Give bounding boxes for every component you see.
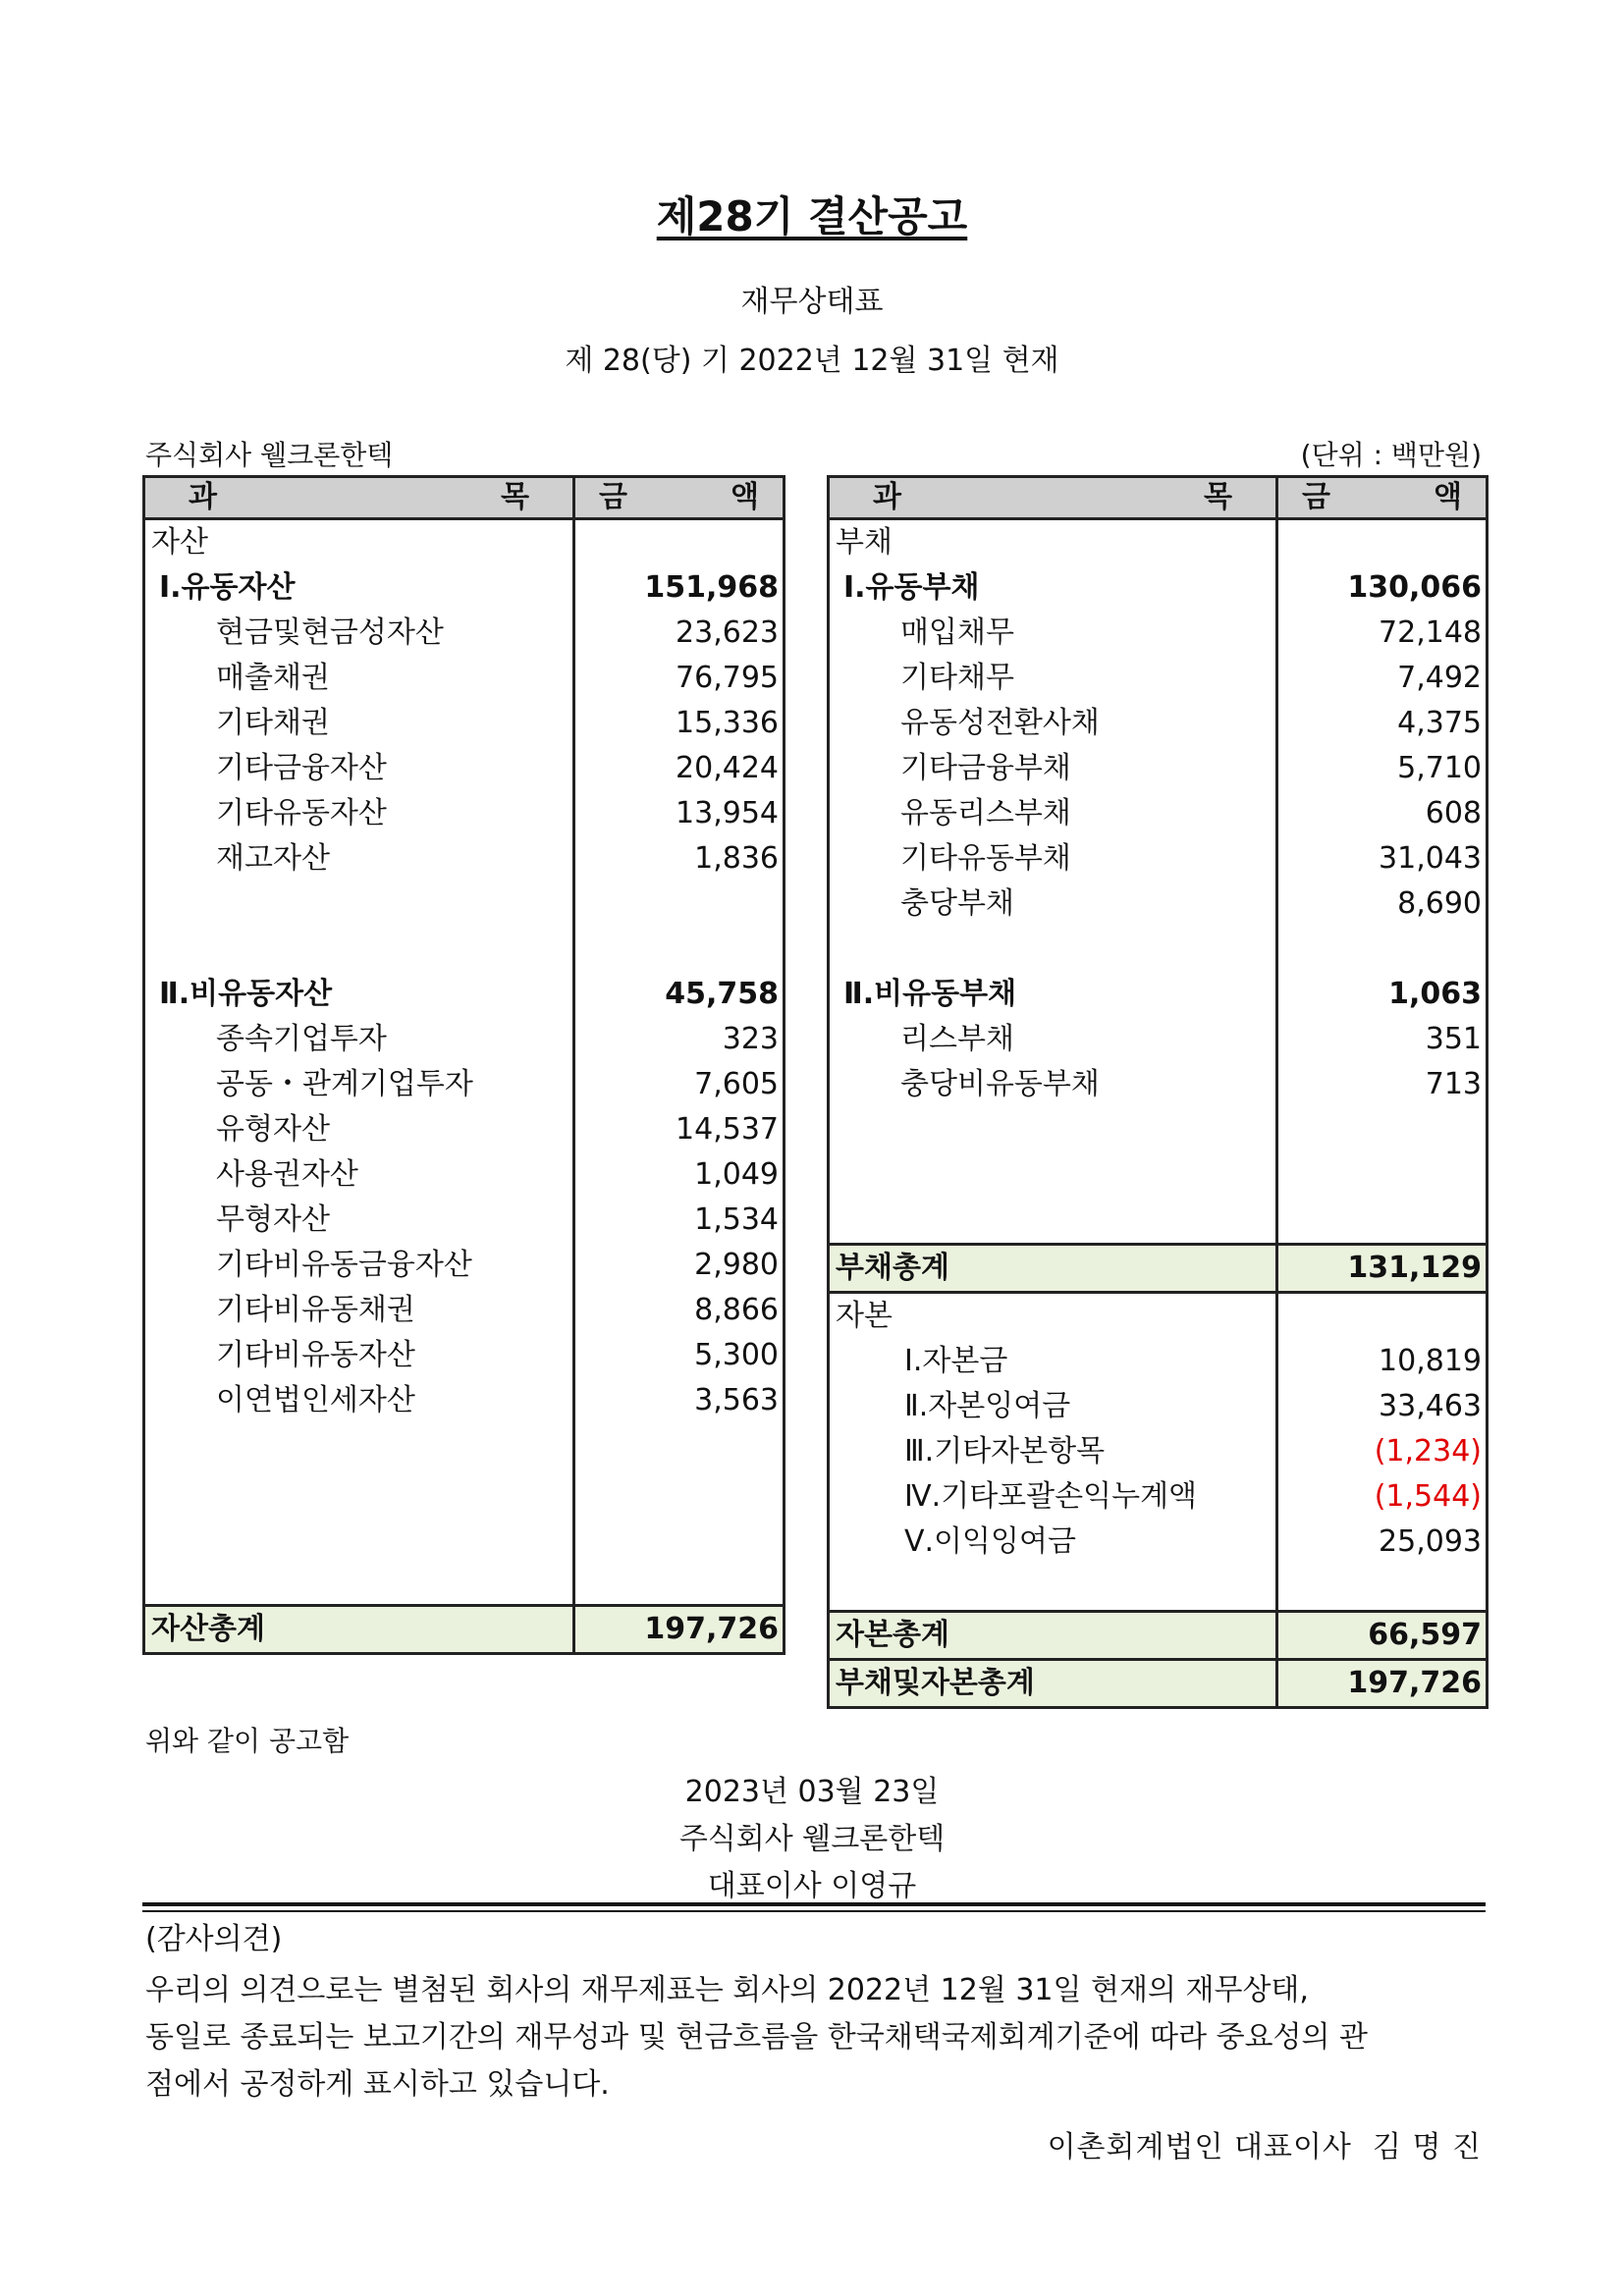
noncurrent-liabilities-label: Ⅱ.비유동부채: [829, 972, 1277, 1017]
grand-total-value: 197,726: [1277, 1660, 1488, 1708]
section-label-liabilities: 부채: [829, 519, 1277, 566]
list-item-value: 5,710: [1277, 746, 1488, 791]
list-item-value: 15,336: [574, 701, 785, 746]
list-item: 유형자산: [144, 1107, 574, 1152]
notice-statement: 위와 같이 공고함: [145, 1725, 350, 1757]
list-item: 유동리스부채: [829, 791, 1277, 836]
total-equity-value: 66,597: [1277, 1612, 1488, 1660]
list-item-value: 8,690: [1277, 881, 1488, 927]
total-liabilities-label: 부채총계: [829, 1245, 1277, 1293]
current-assets-label: Ⅰ.유동자산: [144, 565, 574, 611]
list-item: 기타유동부채: [829, 836, 1277, 881]
list-item-value: 72,148: [1277, 611, 1488, 656]
amount-header: 금 액: [574, 477, 785, 519]
list-item-value: 76,795: [574, 656, 785, 701]
item-header: 과 목: [144, 477, 574, 519]
assets-table: [142, 475, 785, 1655]
item-header: 과 목: [829, 477, 1277, 519]
section-label-assets: 자산: [144, 519, 574, 566]
list-item-value: 1,534: [574, 1198, 785, 1243]
list-item-value: 1,836: [574, 836, 785, 881]
list-item-value: 713: [1277, 1062, 1488, 1107]
publisher-ceo: 대표이사 이영규: [707, 1869, 917, 1903]
unit-label: (단위 : 백만원): [1300, 439, 1482, 471]
list-item-value: 10,819: [1277, 1339, 1488, 1384]
list-item-value: 33,463: [1277, 1384, 1488, 1429]
list-item: Ⅴ.이익잉여금: [829, 1520, 1277, 1565]
list-item: 기타비유동금융자산: [144, 1243, 574, 1288]
list-item: 재고자산: [144, 836, 574, 881]
audit-opinion: [145, 1967, 1486, 2109]
list-item: 기타비유동자산: [144, 1333, 574, 1378]
list-item: 리스부채: [829, 1017, 1277, 1062]
current-liabilities-value: 130,066: [1277, 565, 1488, 611]
statement-name: 재무상태표: [740, 285, 884, 319]
section-label-equity: 자본: [829, 1293, 1277, 1340]
total-assets-label: 자산총계: [144, 1606, 574, 1654]
total-liabilities-value: 131,129: [1277, 1245, 1488, 1293]
list-item-value: 3,563: [574, 1378, 785, 1423]
list-item: Ⅳ.기타포괄손익누계액: [829, 1474, 1277, 1520]
list-item-value: 1,049: [574, 1152, 785, 1198]
list-item: 기타채권: [144, 701, 574, 746]
company-name: 주식회사 웰크론한텍: [145, 439, 394, 471]
list-item-value: 31,043: [1277, 836, 1488, 881]
list-item: 매입채무: [829, 611, 1277, 656]
list-item-value: 323: [574, 1017, 785, 1062]
amount-header: 금 액: [1277, 477, 1488, 519]
divider: [142, 1902, 1486, 1912]
list-item: 충당비유동부채: [829, 1062, 1277, 1107]
list-item: 매출채권: [144, 656, 574, 701]
list-item: 무형자산: [144, 1198, 574, 1243]
list-item-value: 5,300: [574, 1333, 785, 1378]
page-title: 제28기 결산공고: [656, 192, 968, 240]
audit-heading: (감사의견): [145, 1922, 283, 1956]
list-item: 공동・관계기업투자: [144, 1062, 574, 1107]
total-assets-value: 197,726: [574, 1606, 785, 1654]
list-item: 기타비유동채권: [144, 1288, 574, 1333]
publication-date: 2023년 03월 23일: [684, 1775, 940, 1809]
list-item-value: 2,980: [574, 1243, 785, 1288]
list-item-value: 7,492: [1277, 656, 1488, 701]
auditor-signature: 이촌회계법인 대표이사 김 명 진: [1047, 2130, 1482, 2164]
list-item-value: 608: [1277, 791, 1488, 836]
list-item-value: (1,544): [1277, 1474, 1488, 1520]
list-item: 기타채무: [829, 656, 1277, 701]
list-item-value: 20,424: [574, 746, 785, 791]
list-item: Ⅰ.자본금: [829, 1339, 1277, 1384]
list-item: 유동성전환사채: [829, 701, 1277, 746]
audit-line: 우리의 의견으로는 별첨된 회사의 재무제표는 회사의 2022년 12월 31일 현재의 재무상태,: [145, 1973, 1309, 2007]
current-assets-value: 151,968: [574, 565, 785, 611]
current-liabilities-label: Ⅰ.유동부채: [829, 565, 1277, 611]
list-item: 기타금융부채: [829, 746, 1277, 791]
list-item: 이연법인세자산: [144, 1378, 574, 1423]
total-equity-label: 자본총계: [829, 1612, 1277, 1660]
period-line: 제 28(당) 기 2022년 12월 31일 현재: [565, 344, 1059, 378]
publisher-company: 주식회사 웰크론한텍: [678, 1822, 946, 1856]
grand-total-label: 부채및자본총계: [829, 1660, 1277, 1708]
list-item: 기타금융자산: [144, 746, 574, 791]
list-item: 종속기업투자: [144, 1017, 574, 1062]
list-item: Ⅱ.자본잉여금: [829, 1384, 1277, 1429]
list-item-value: 7,605: [574, 1062, 785, 1107]
noncurrent-assets-value: 45,758: [574, 972, 785, 1017]
list-item: 기타유동자산: [144, 791, 574, 836]
list-item: Ⅲ.기타자본항목: [829, 1429, 1277, 1474]
audit-line: 점에서 공정하게 표시하고 있습니다.: [145, 2067, 610, 2102]
list-item-value: 25,093: [1277, 1520, 1488, 1565]
list-item: 충당부채: [829, 881, 1277, 927]
audit-line: 동일로 종료되는 보고기간의 재무성과 및 현금흐름을 한국채택국제회계기준에 따라 중요성의 관: [145, 2020, 1369, 2055]
list-item-value: 351: [1277, 1017, 1488, 1062]
list-item-value: (1,234): [1277, 1429, 1488, 1474]
table-header: [829, 477, 1488, 519]
liabilities-equity-table: [827, 475, 1489, 1709]
list-item-value: 13,954: [574, 791, 785, 836]
list-item-value: 4,375: [1277, 701, 1488, 746]
list-item-value: 8,866: [574, 1288, 785, 1333]
list-item: 사용권자산: [144, 1152, 574, 1198]
list-item-value: 14,537: [574, 1107, 785, 1152]
noncurrent-assets-label: Ⅱ.비유동자산: [144, 972, 574, 1017]
table-header: [144, 477, 785, 519]
list-item: 현금및현금성자산: [144, 611, 574, 656]
list-item-value: 23,623: [574, 611, 785, 656]
noncurrent-liabilities-value: 1,063: [1277, 972, 1488, 1017]
